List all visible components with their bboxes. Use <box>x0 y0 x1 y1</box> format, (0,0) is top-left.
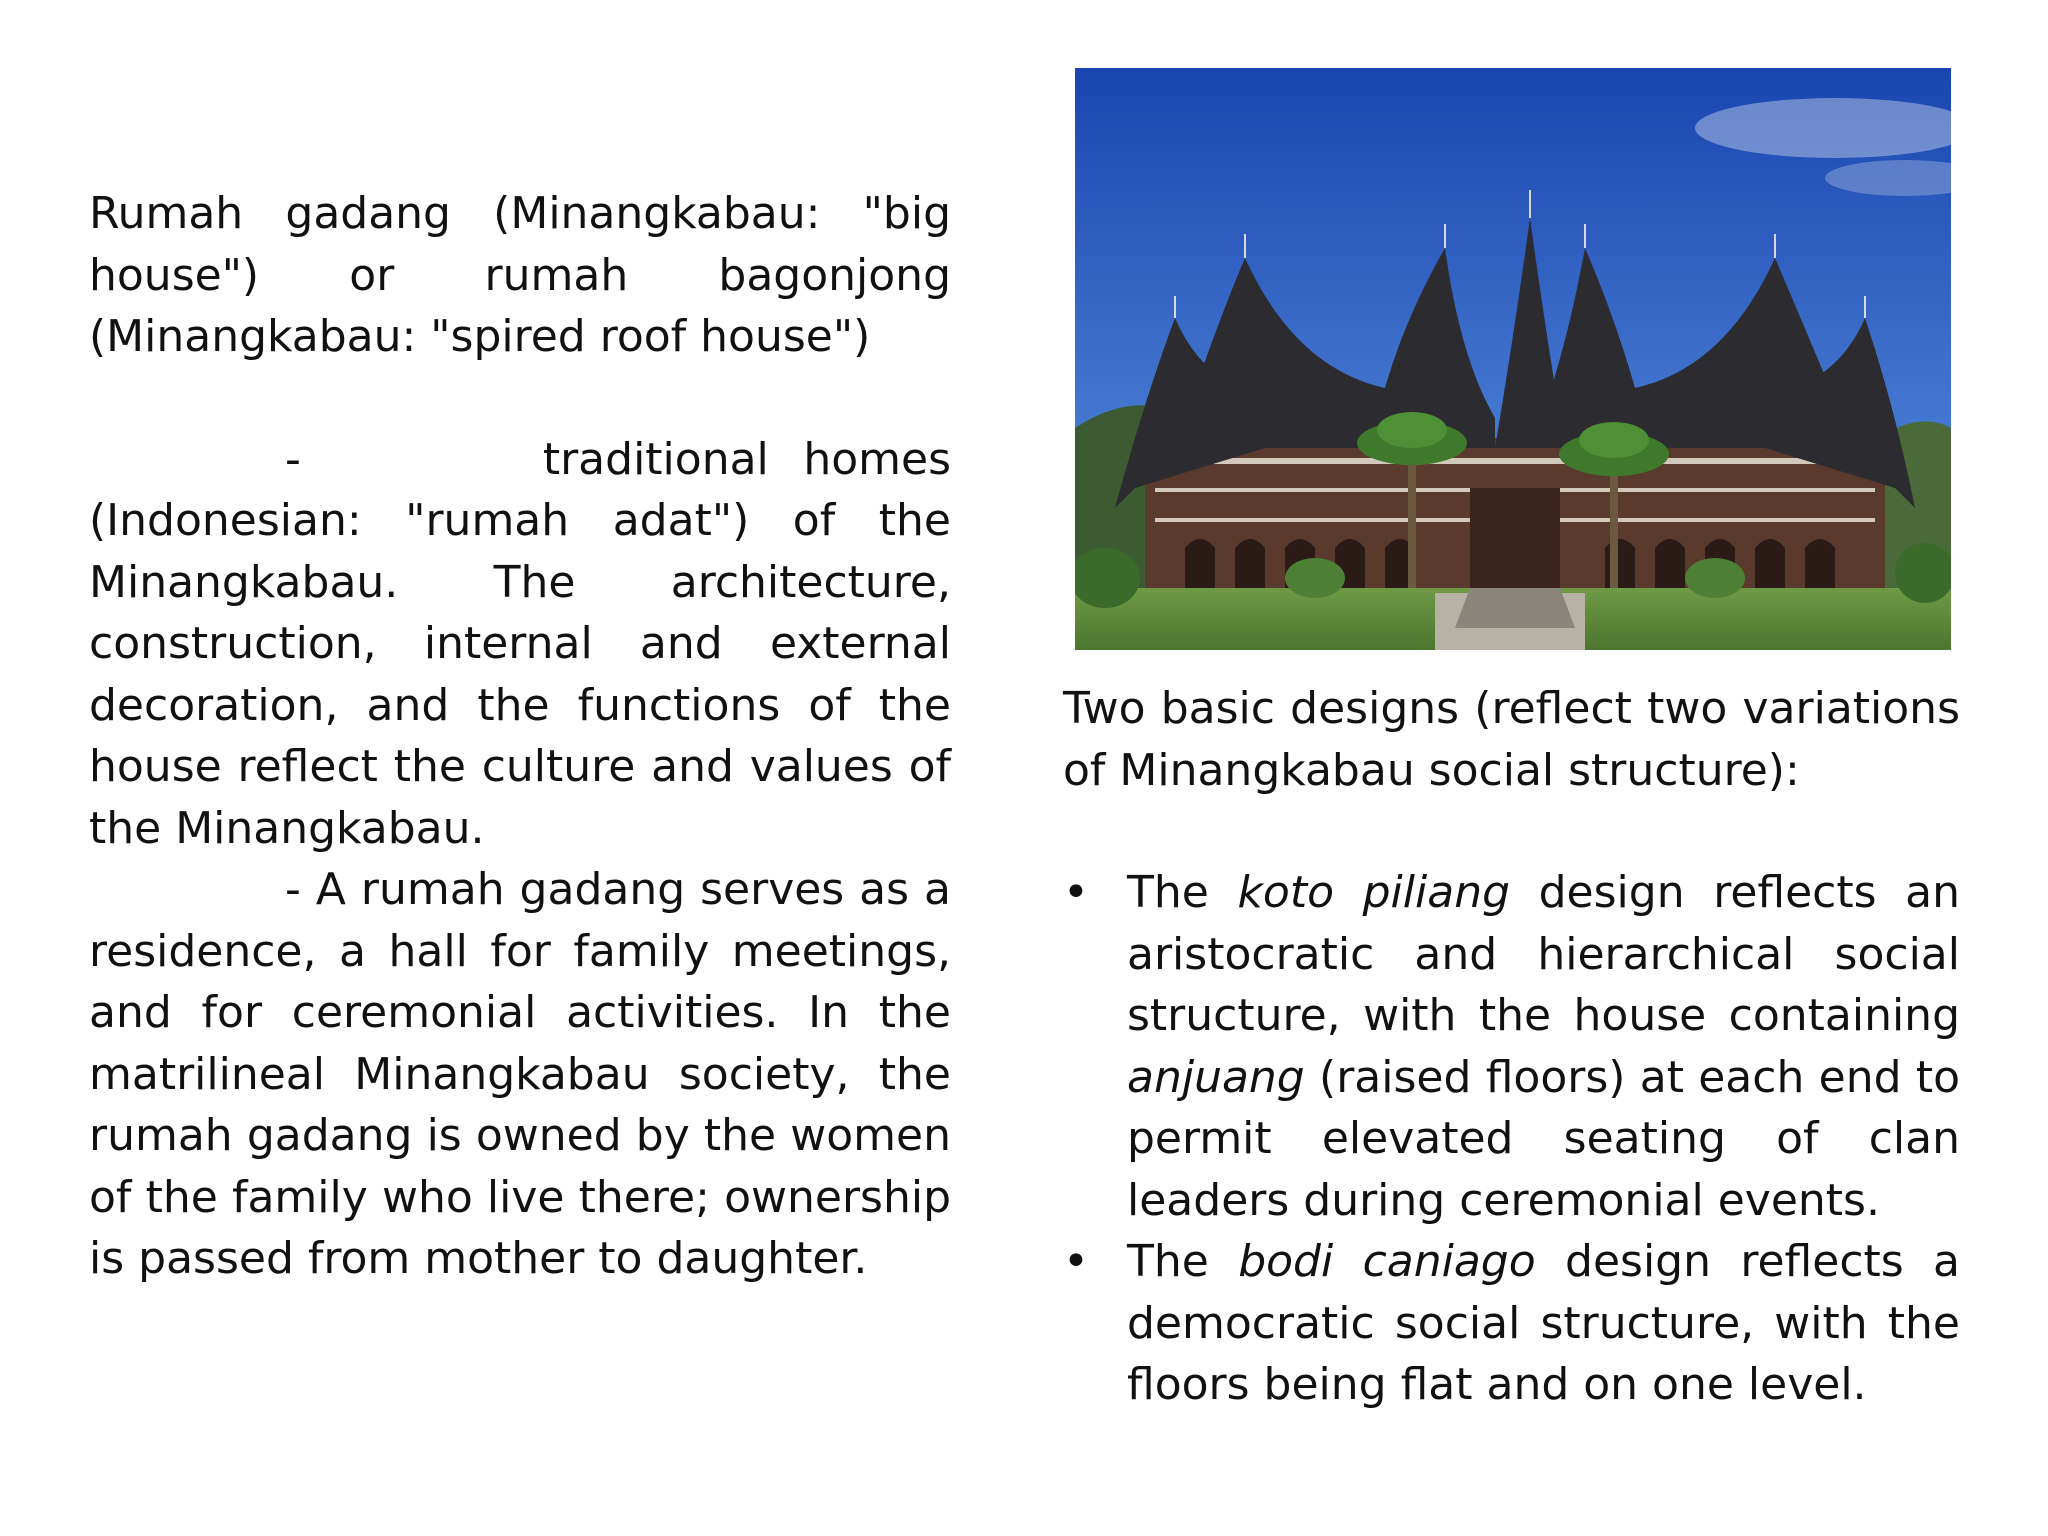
left-text-column <box>89 183 951 1290</box>
definition-paragraph <box>89 429 951 860</box>
design-name-bodi-caniago: bodi caniago <box>1238 1236 1536 1287</box>
bullet-text: (raised floors) at each end to permit elevated seating of clan leaders during ceremonial events. <box>1127 1051 1960 1226</box>
design-list <box>1063 862 1960 1416</box>
term-anjuang: anjuang <box>1127 1051 1305 1103</box>
bullet-text: The <box>1127 867 1238 918</box>
bullet-text: design reflects an aristocratic and hierarchical social structure, with the house containing <box>1127 867 1960 1041</box>
definition-text: traditional homes (Indonesian: "rumah adat") of the Minangkabau. The architecture, construction, internal and external decoration, and the functions of the house reflect the culture and values of the Minangkabau. <box>89 433 951 854</box>
list-item-bodi-caniago <box>1063 1231 1960 1416</box>
function-paragraph <box>89 859 951 1290</box>
right-text-column <box>1063 678 1960 1416</box>
function-text: - A rumah gadang serves as a residence, a hall for family meetings, and for ceremonial activities. In the matrilineal Minangkabau society, the rumah gadang is owned by the women of the family who live there; ownership is passed from mother to daughter. <box>89 864 951 1284</box>
list-item-koto-piliang <box>1063 862 1960 1231</box>
house-illustration <box>1075 68 1951 650</box>
spacer <box>89 368 951 429</box>
rumah-gadang-photo <box>1075 68 1951 650</box>
design-name-koto-piliang: koto piliang <box>1237 867 1511 918</box>
intro-paragraph: Rumah gadang (Minangkabau: "big house") or rumah bagonjong (Minangkabau: "spired roof house") <box>89 188 951 362</box>
designs-intro: Two basic designs (reflect two variations of Minangkabau social structure): <box>1063 683 1960 796</box>
bullet-icon: • <box>1063 1236 1089 1287</box>
definition-dash: - <box>285 433 301 485</box>
bullet-text: design reflects a democratic social structure, with the floors being flat and on one level. <box>1127 1236 1961 1410</box>
bullet-icon: • <box>1063 867 1089 918</box>
bullet-text: The <box>1127 1236 1239 1287</box>
spacer <box>1063 801 1960 862</box>
stairs <box>1455 588 1575 628</box>
entrance <box>1470 488 1560 588</box>
